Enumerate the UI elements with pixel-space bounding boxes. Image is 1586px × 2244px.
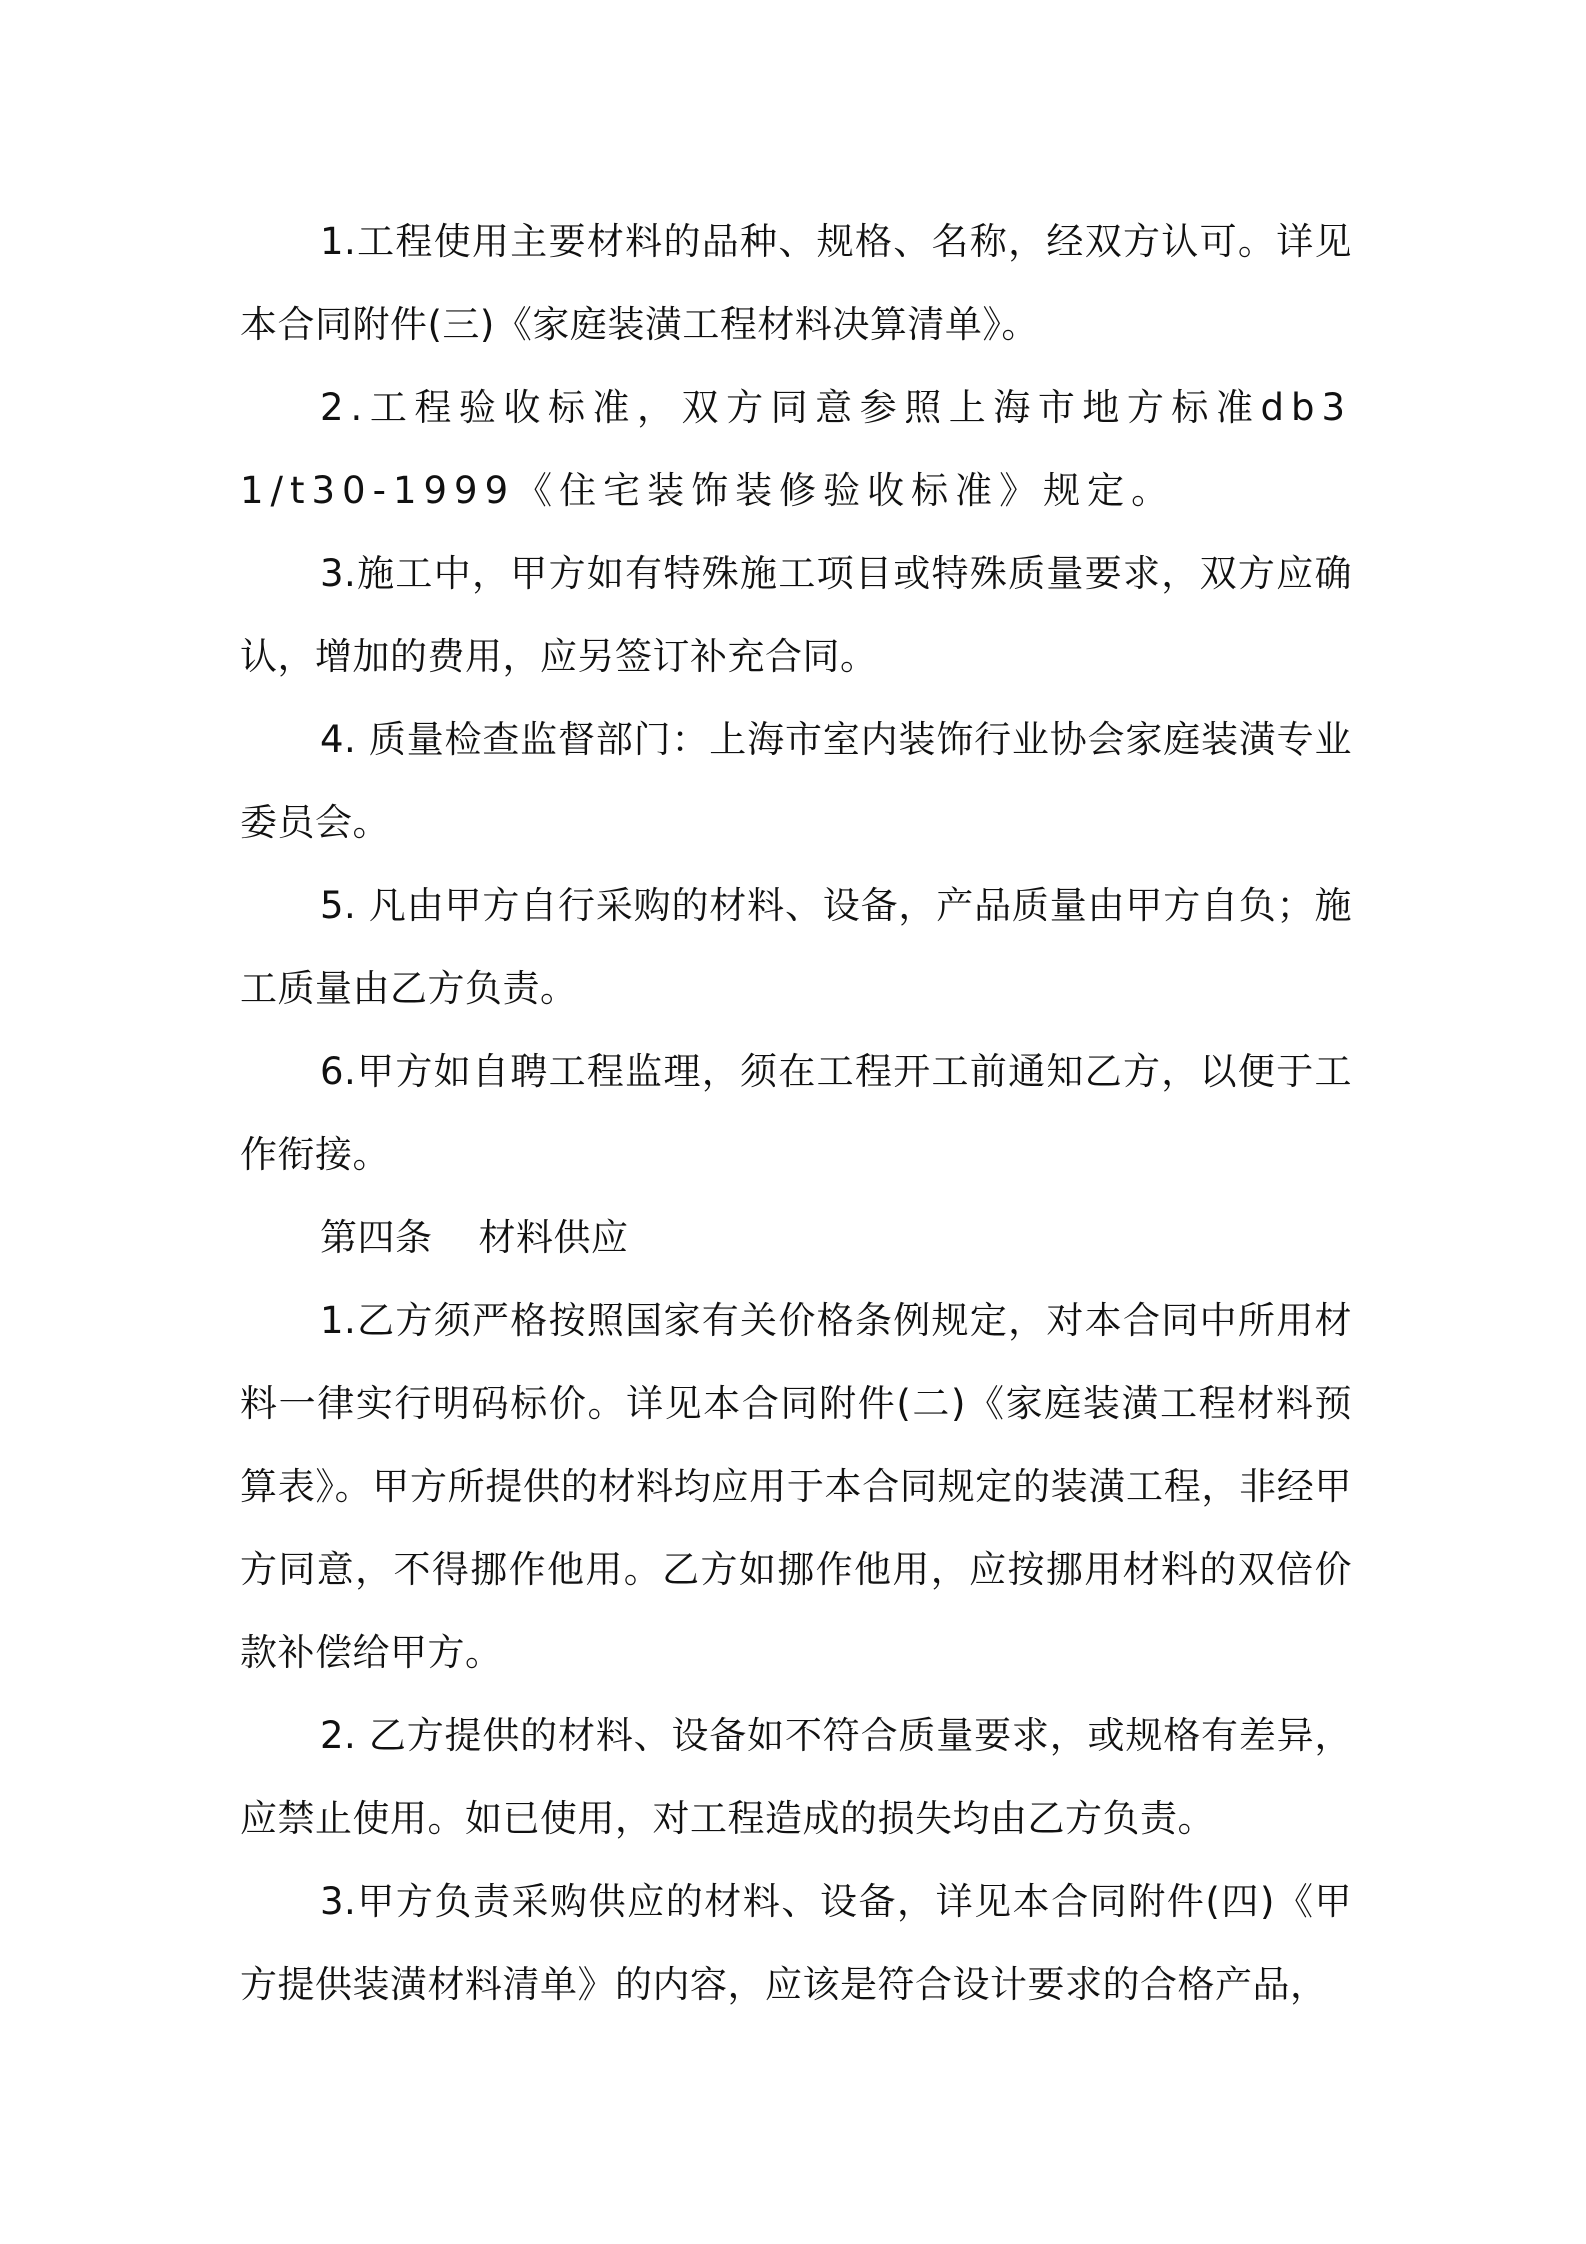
clause-3-item-3: 3.施工中，甲方如有特殊施工项目或特殊质量要求，双方应确认，增加的费用，应另签订补充合同。 [240,552,1352,678]
clause-3-item-2: 2.工程验收标准，双方同意参照上海市地方标准db31/t30-1999《住宅装饰装修验收标准》规定。 [240,386,1352,512]
clause-4-item-2: 2. 乙方提供的材料、设备如不符合质量要求，或规格有差异，应禁止使用。如已使用，对工程造成的损失均由乙方负责。 [240,1714,1352,1840]
clause-3-item-5: 5. 凡由甲方自行采购的材料、设备，产品质量由甲方自负；施工质量由乙方负责。 [240,884,1352,1010]
clause-3-item-6: 6.甲方如自聘工程监理，须在工程开工前通知乙方，以便于工作衔接。 [240,1050,1352,1176]
article-title: 材料供应 [478,1216,629,1259]
article-heading [240,1196,1352,1279]
clause-3-item-4: 4. 质量检查监督部门：上海市室内装饰行业协会家庭装潢专业委员会。 [240,718,1352,844]
clause-4-item-3: 3.甲方负责采购供应的材料、设备，详见本合同附件(四)《甲方提供装潢材料清单》的内容，应该是符合设计要求的合格产品， [240,1880,1352,2006]
article-number: 第四条 [320,1216,433,1259]
clause-4-item-1: 1.乙方须严格按照国家有关价格条例规定，对本合同中所用材料一律实行明码标价。详见本合同附件(二)《家庭装潢工程材料预算表》。甲方所提供的材料均应用于本合同规定的装潢工程，非经甲方同意，不得挪作他用。乙方如挪作他用，应按挪用材料的双倍价款补偿给甲方。 [240,1299,1352,1674]
clause-3-item-1: 1.工程使用主要材料的品种、规格、名称，经双方认可。详见本合同附件(三)《家庭装潢工程材料决算清单》。 [240,220,1352,346]
document-body [240,200,1352,2026]
